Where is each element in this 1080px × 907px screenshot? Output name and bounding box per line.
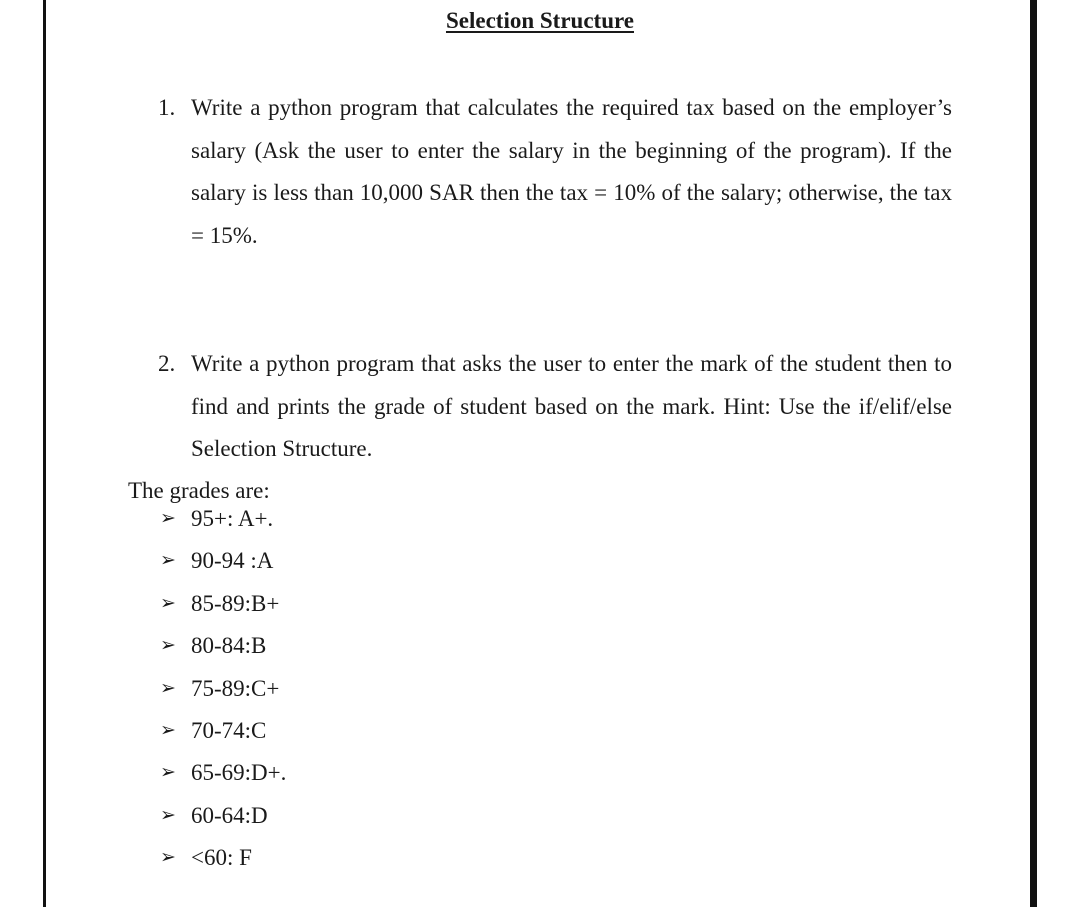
arrowhead-bullet-icon: ➢	[160, 847, 176, 869]
grade-list	[160, 498, 286, 880]
page-border-right	[1030, 0, 1037, 907]
grade-text: 90-94 :A	[191, 548, 274, 574]
list-item	[160, 795, 286, 837]
list-item	[160, 837, 286, 879]
arrowhead-bullet-icon: ➢	[160, 677, 176, 699]
question-2	[158, 343, 952, 471]
arrowhead-bullet-icon: ➢	[160, 719, 176, 741]
grade-text: 70-74:C	[191, 717, 267, 743]
grades-intro: The grades are:	[128, 478, 270, 503]
list-item	[160, 668, 286, 710]
arrowhead-bullet-icon: ➢	[160, 804, 176, 826]
question-text: Write a python program that asks the user to enter the mark of the student then to find and prints the grade of student based on the mark. Hint: Use the if/elif/else Selection Structure.	[191, 351, 952, 461]
grade-text: <60: F	[191, 845, 252, 871]
grade-text: 65-69:D+.	[191, 760, 287, 786]
grade-text: 75-89:C+	[191, 675, 280, 701]
page-title: Selection Structure	[445, 8, 634, 33]
list-item	[160, 583, 286, 625]
list-item	[160, 752, 286, 794]
grade-text: 95+: A+.	[191, 506, 274, 531]
grade-text: 85-89:B+	[191, 590, 280, 616]
arrowhead-bullet-icon: ➢	[160, 762, 176, 784]
arrowhead-bullet-icon: ➢	[160, 550, 176, 572]
arrowhead-bullet-icon: ➢	[160, 635, 176, 657]
question-number: 1.	[158, 95, 176, 120]
list-item	[160, 625, 286, 667]
arrowhead-bullet-icon: ➢	[160, 592, 176, 614]
list-item	[160, 498, 286, 540]
grade-text: 60-64:D	[191, 802, 268, 828]
question-1	[158, 87, 952, 257]
list-item	[160, 540, 286, 582]
page-border-left	[43, 0, 46, 907]
list-item	[160, 710, 286, 752]
question-text: Write a python program that calculates the required tax based on the employer’s salary (Ask the user to enter the salary in the beginning of the program). If the salary is less than 10,000 SAR then the tax = 10% of the salary; otherwise, the tax = 15%.	[191, 95, 952, 248]
arrowhead-bullet-icon: ➢	[160, 508, 176, 529]
grade-text: 80-84:B	[191, 633, 267, 659]
question-number: 2.	[158, 351, 176, 376]
